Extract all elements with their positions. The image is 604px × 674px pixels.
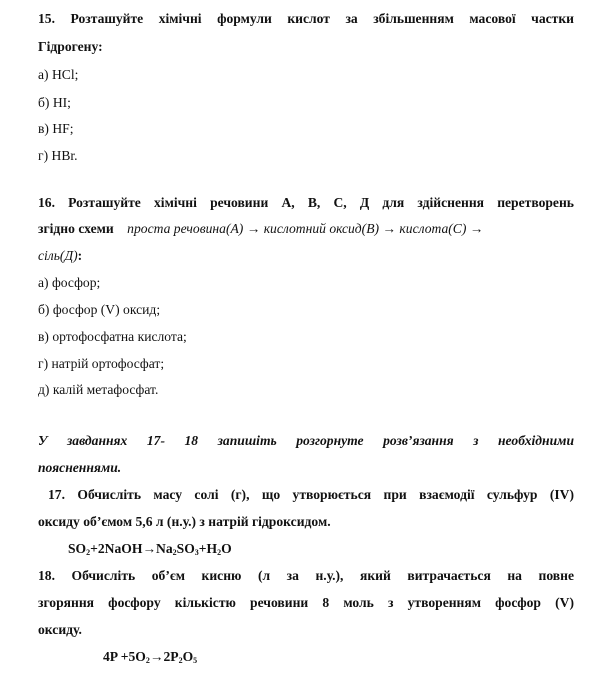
- q17-eq-part: O: [221, 541, 232, 556]
- q15-option-c: в) HF;: [38, 121, 74, 136]
- q16-scheme-colon: :: [77, 248, 83, 263]
- q16-option-e: д) калій метафосфат.: [38, 382, 159, 397]
- q18-eq-part: O: [182, 649, 194, 664]
- instruction-line2: поясненнями.: [38, 460, 122, 475]
- q17-eq-part: +H: [198, 541, 218, 556]
- q17-eq-sub: 2: [217, 548, 222, 557]
- q16-option-a: а) фосфор;: [38, 275, 101, 290]
- instruction-line1: У завданнях 17- 18 запишіть розгорнуте розв’язання з необхідними: [38, 433, 574, 448]
- q17-eq-sub: 2: [172, 548, 177, 557]
- q17-equation: [68, 542, 232, 556]
- q18-equation: [103, 650, 197, 664]
- q16-title-line2: [38, 222, 483, 236]
- q16-option-b: б) фосфор (V) оксид;: [38, 302, 161, 317]
- q18-eq-part: →2P: [149, 649, 179, 664]
- q17-eq-part: +2NaOH→Na: [90, 541, 173, 556]
- q16-scheme-label: згідно схеми: [38, 221, 114, 236]
- q16-title-line3: [38, 249, 82, 263]
- q17-eq-part: SO: [176, 541, 195, 556]
- q15-option-a: а) HCl;: [38, 67, 79, 82]
- q16-title-line1: 16. Розташуйте хімічні речовини А, В, С, Д для здійснення перетворень: [38, 195, 574, 210]
- q15-title-line2: Гідрогену:: [38, 39, 103, 54]
- q17-eq-sub: 3: [194, 548, 199, 557]
- q15-option-d: г) HBr.: [38, 148, 78, 163]
- q16-option-c: в) ортофосфатна кислота;: [38, 329, 187, 344]
- q18-title-line2: згоряння фосфору кількістю речовини 8 моль з утворенням фосфор (V): [38, 595, 574, 610]
- q16-scheme-chain: проста речовина(А) → кислотний оксид(В) → кислота(С) →: [127, 221, 484, 236]
- q18-eq-sub: 2: [178, 656, 183, 665]
- q17-eq-sub: 2: [86, 548, 91, 557]
- q18-eq-sub: 5: [193, 656, 198, 665]
- q15-option-b: б) HI;: [38, 95, 71, 110]
- q18-eq-sub: 2: [145, 656, 150, 665]
- q18-eq-part: 4P +5O: [103, 649, 146, 664]
- q16-scheme-end: сіль(Д): [38, 248, 78, 263]
- q18-title-line3: оксиду.: [38, 622, 82, 637]
- q18-title-line1: 18. Обчисліть об’єм кисню (л за н.у.), який витрачається на повне: [38, 568, 574, 583]
- q17-eq-part: SO: [68, 541, 87, 556]
- q15-title-line1: 15. Розташуйте хімічні формули кислот за збільшенням масової частки: [38, 11, 574, 26]
- q17-title-line1: 17. Обчисліть масу солі (г), що утворюється при взаємодії сульфур (IV): [48, 487, 574, 502]
- q17-title-line2: оксиду об’ємом 5,6 л (н.у.) з натрій гідроксидом.: [38, 514, 331, 529]
- q16-option-d: г) натрій ортофосфат;: [38, 356, 165, 371]
